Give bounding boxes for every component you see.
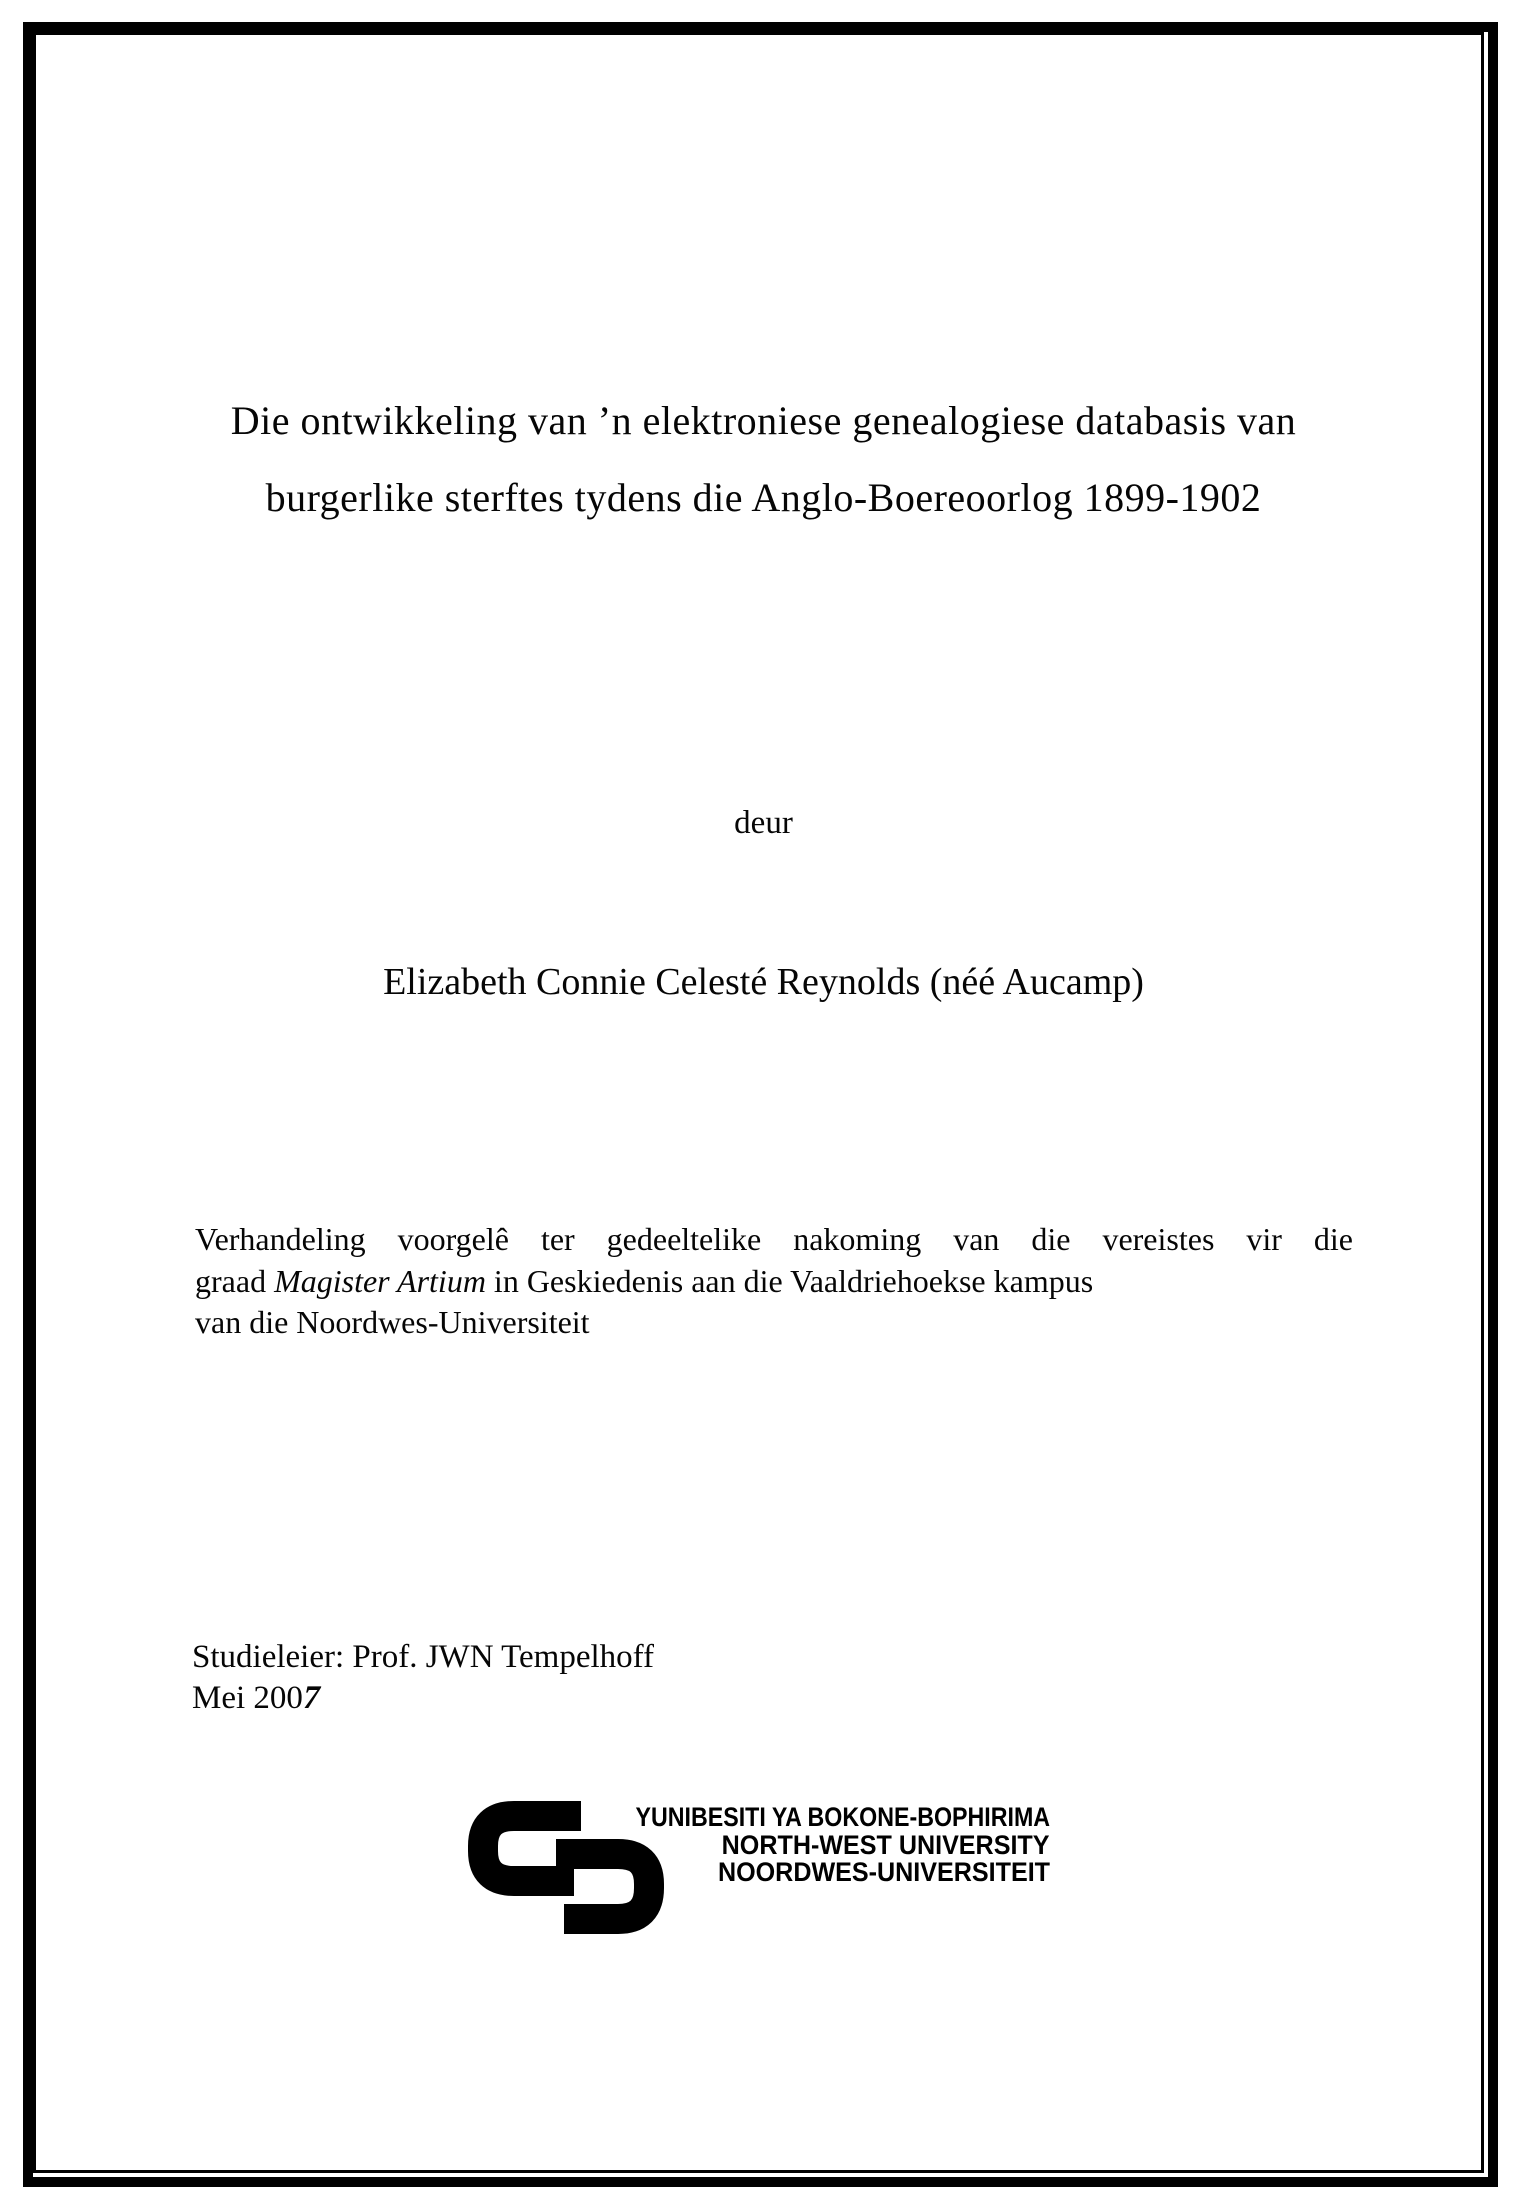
date-prefix: Mei 200 [192, 1680, 303, 1716]
degree-statement-line2-prefix: graad [195, 1262, 275, 1299]
degree-name-italic: Magister Artium [274, 1262, 486, 1299]
logo-text-setswana: YUNIBESITI YA BOKONE-BOPHIRIMA [635, 1802, 1050, 1832]
degree-statement-line2 [195, 1261, 1353, 1303]
supervisor-line: Studieleier: Prof. JWN Tempelhoff [192, 1639, 655, 1675]
logo-text-afrikaans: NOORDWES-UNIVERSITEIT [717, 1857, 1050, 1887]
byline-deur: deur [734, 805, 793, 841]
supervisor-date-block [192, 1637, 654, 1719]
university-logo [468, 1801, 1068, 1933]
thesis-title-line1: Die ontwikkeling van ’n elektroniese genealogiese databasis van [230, 398, 1297, 443]
degree-statement [195, 1219, 1353, 1344]
degree-statement-line1: Verhandeling voorgelê ter gedeeltelike nakoming van die vereistes vir die [195, 1221, 1353, 1257]
thesis-title [0, 382, 1527, 536]
logo-text-english: NORTH-WEST UNIVERSITY [722, 1829, 1050, 1860]
degree-statement-line2-rest: in Geskiedenis aan die Vaaldriehoekse kampus [485, 1262, 1094, 1299]
author-name: Elizabeth Connie Celesté Reynolds (néé Aucamp) [383, 961, 1144, 1003]
thesis-title-line2: burgerlike sterftes tydens die Anglo-Boereoorlog 1899-1902 [265, 475, 1262, 520]
degree-statement-line3: van die Noordwes-Universiteit [195, 1304, 590, 1340]
date-line [192, 1678, 654, 1719]
date-last-digit: 7 [299, 1680, 324, 1716]
university-logo-text [592, 1804, 1050, 1887]
